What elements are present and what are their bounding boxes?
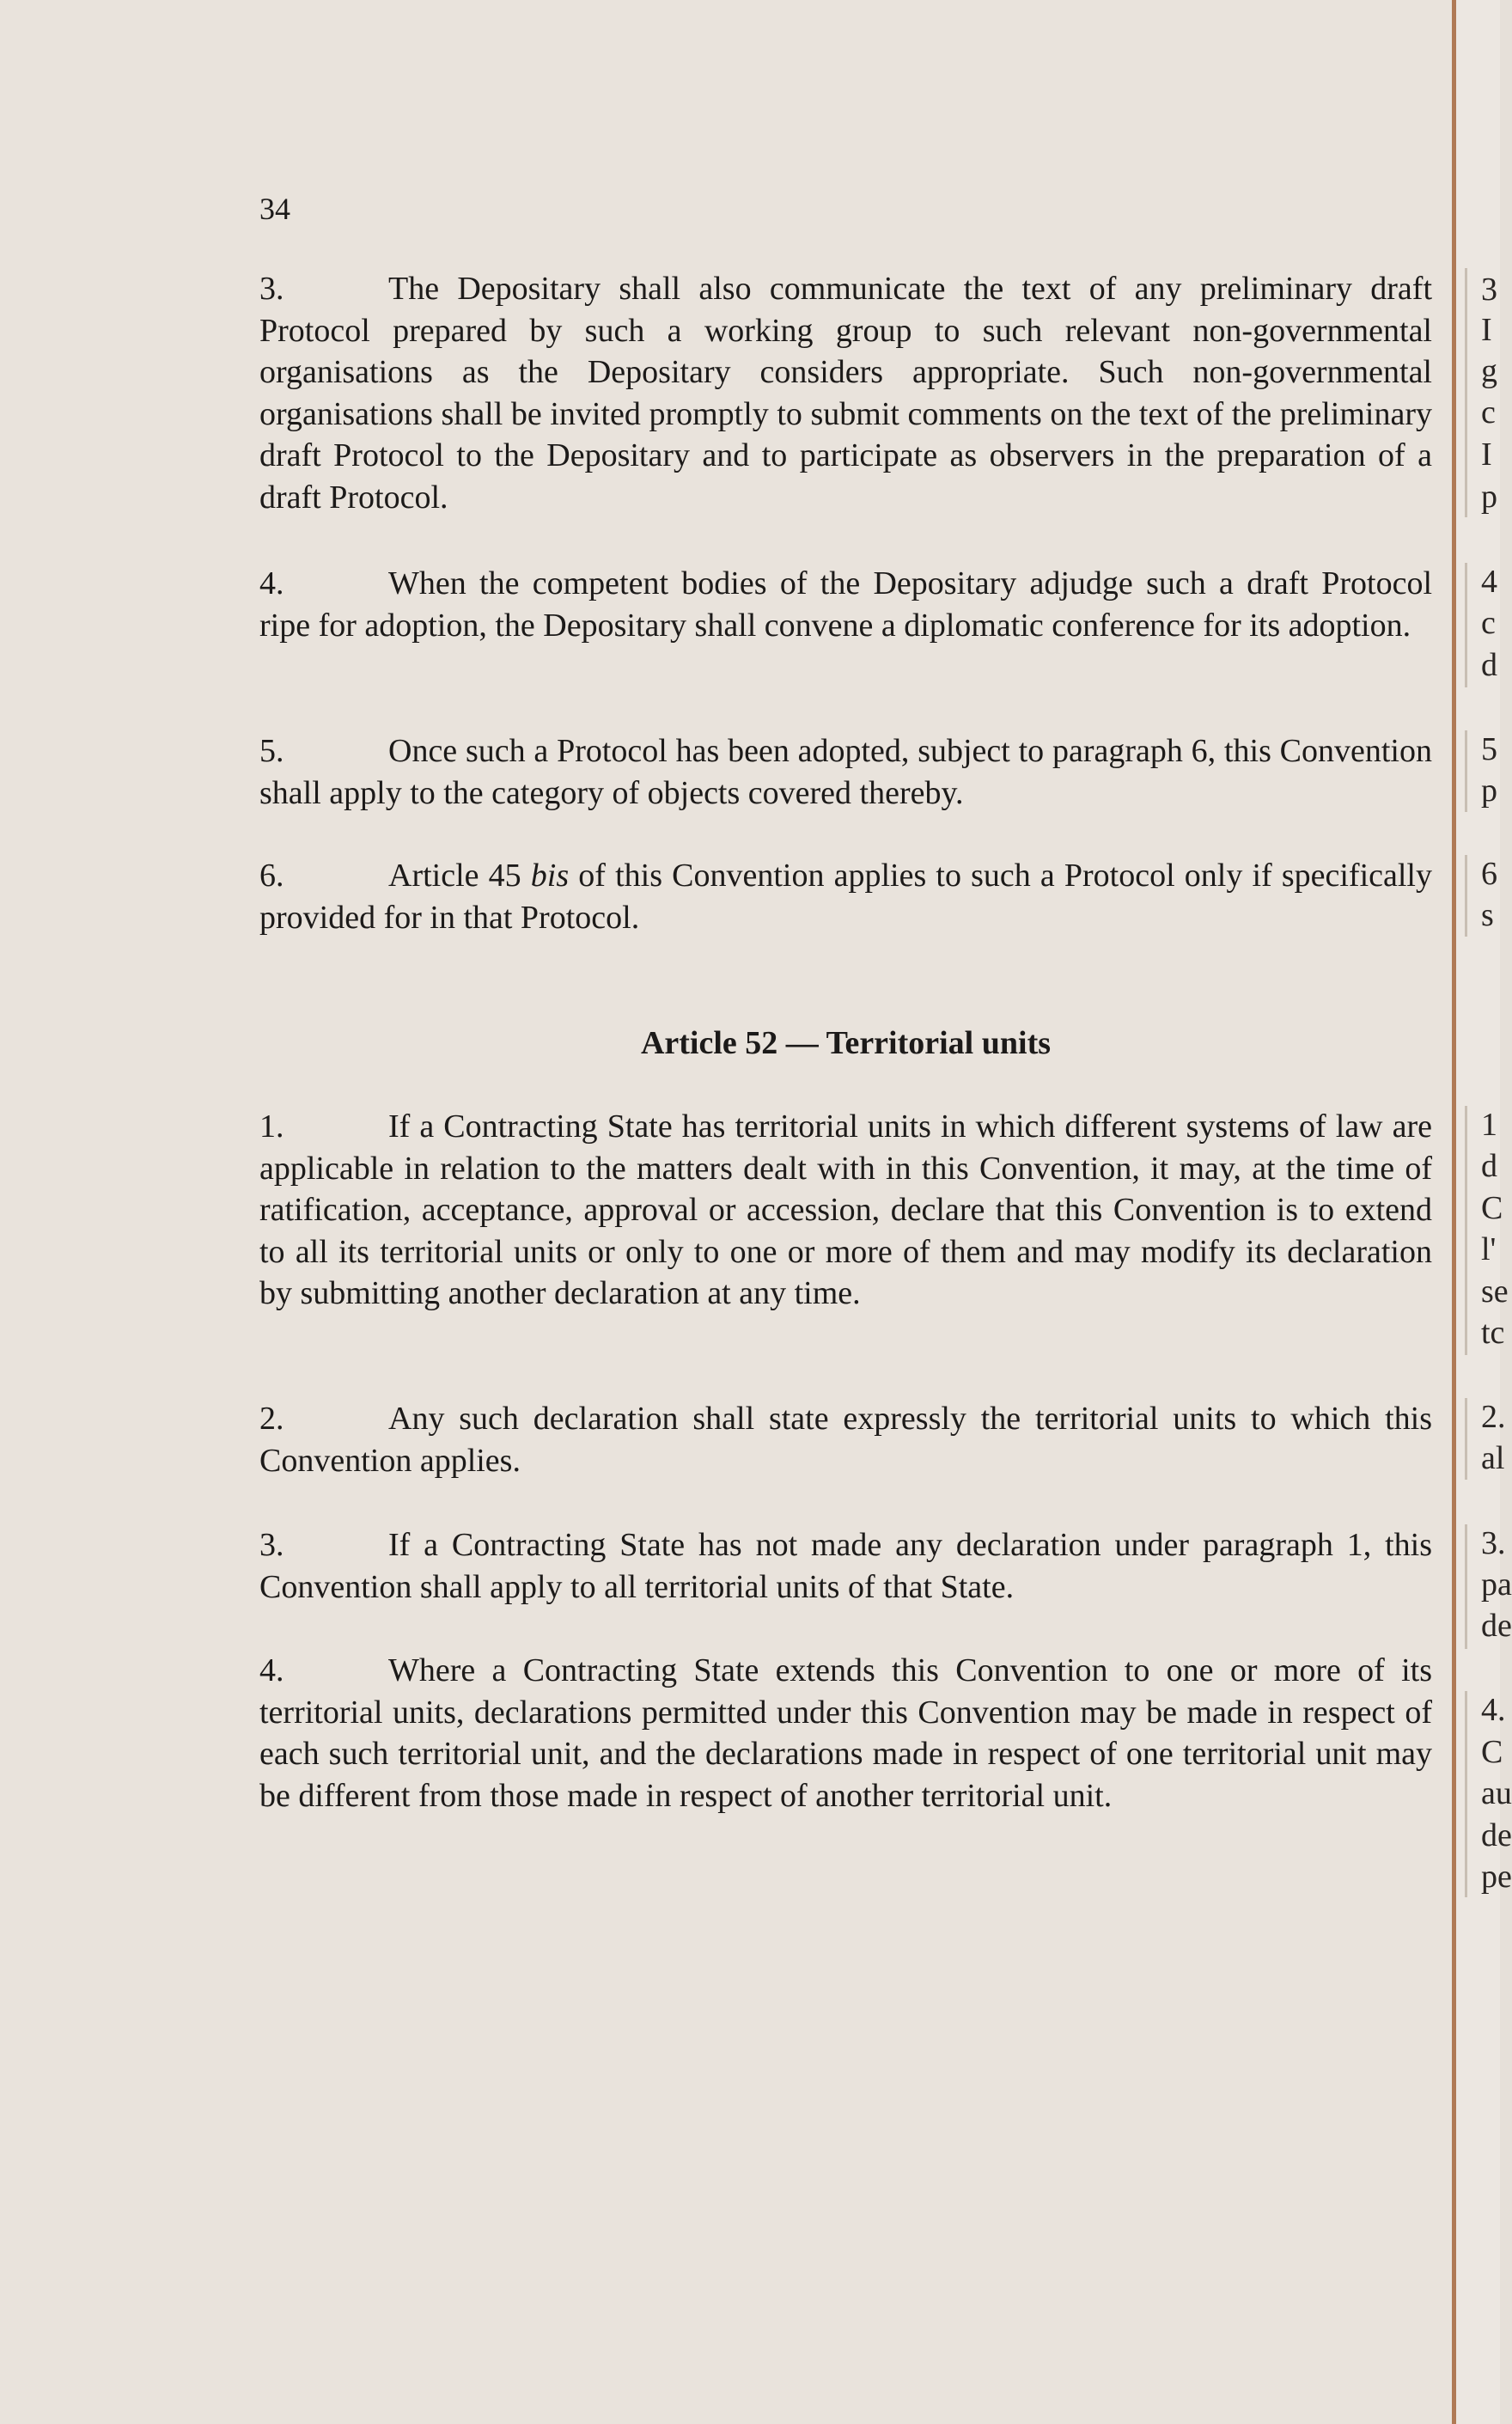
edge-fragment: pa [1481, 1566, 1512, 1603]
edge-fragment: p [1481, 479, 1497, 515]
margin-rule [1465, 268, 1467, 517]
edge-fragment: c [1481, 605, 1496, 641]
paragraph-text-after: of this Convention applies to such a Protocol only if specifically provided for in that Protocol. [259, 858, 1432, 936]
edge-fragment: 4. [1481, 1692, 1506, 1728]
edge-fragment: au [1481, 1775, 1512, 1811]
edge-fragment: 3. [1481, 1525, 1506, 1561]
paragraph-6 [259, 855, 1432, 938]
paragraph-number: 4. [259, 1652, 284, 1688]
edge-fragment: s [1481, 897, 1494, 933]
edge-fragment: C [1481, 1190, 1503, 1226]
margin-rule [1465, 1398, 1467, 1480]
margin-rule [1465, 730, 1467, 812]
paragraph-text: Once such a Protocol has been adopted, subject to paragraph 6, this Convention shall apply to the category of objects covered thereby. [259, 733, 1432, 811]
article-heading: Article 52 — Territorial units [640, 1025, 1052, 1061]
paragraph-number: 6. [259, 858, 284, 894]
paragraph-5 [259, 730, 1432, 814]
paragraph-text-italic: bis [530, 858, 570, 894]
facing-page-edge [1456, 0, 1512, 2424]
edge-fragment: al [1481, 1440, 1505, 1476]
paragraph-number: 1. [259, 1108, 284, 1145]
edge-fragment: g [1481, 353, 1497, 389]
edge-fragment: de [1481, 1608, 1512, 1644]
edge-fragment: I [1481, 312, 1492, 348]
paragraph-text: If a Contracting State has territorial units in which different systems of law are applicable in relation to the matters dealt with in this Convention, it may, at the time of ratification, acceptance, approval or accession, declare that this Convention is to extend to all its territorial units or only to one or more of them and may modify its declaration by submitting another declaration at any time. [259, 1108, 1432, 1311]
paragraph-text: Where a Contracting State extends this Convention to one or more of its territorial units, declarations permitted under this Convention may be made in respect of each such territorial unit, and the declarations made in respect of one territorial unit may be different from those made in respect of another territorial unit. [259, 1652, 1432, 1814]
paragraph-text-before: Article 45 [388, 858, 531, 894]
edge-fragment: de [1481, 1817, 1512, 1853]
margin-rule [1465, 563, 1467, 687]
paragraph-number: 5. [259, 733, 284, 769]
paragraph-number: 3. [259, 271, 284, 307]
paragraph-number: 2. [259, 1401, 284, 1437]
paragraph-number: 4. [259, 565, 284, 601]
paragraph-text: The Depositary shall also communicate the text of any preliminary draft Protocol prepared by such a working group to such relevant non-governmental organisations as the Depositary considers appropriate. Such non-governmental organisations shall be invited promptly to submit comments on the text of the preliminary draft Protocol to the Depositary and to participate as observers in the preparation of a draft Protocol. [259, 271, 1432, 516]
margin-rule [1465, 1691, 1467, 1897]
edge-fragment: 2. [1481, 1399, 1506, 1435]
edge-fragment: C [1481, 1734, 1503, 1770]
edge-fragment: d [1481, 1148, 1497, 1184]
article-paragraph-2 [259, 1398, 1432, 1481]
edge-fragment: 5 [1481, 731, 1497, 767]
edge-fragment: c [1481, 394, 1496, 430]
edge-fragment: tc [1481, 1315, 1505, 1351]
edge-fragment: 6 [1481, 856, 1497, 892]
edge-fragment: 3 [1481, 272, 1497, 308]
paragraph-text: Any such declaration shall state expressly the territorial units to which this Convention applies. [259, 1401, 1432, 1479]
paragraph-4 [259, 563, 1432, 646]
margin-rule [1465, 1106, 1467, 1355]
margin-rule [1465, 1524, 1467, 1649]
edge-fragment: 4 [1481, 564, 1497, 600]
paragraph-text: When the competent bodies of the Depositary adjudge such a draft Protocol ripe for adoption, the Depositary shall convene a diplomatic conference for its adoption. [259, 565, 1432, 644]
edge-fragment: p [1481, 772, 1497, 809]
article-paragraph-3 [259, 1524, 1432, 1608]
page-number: 34 [259, 192, 290, 226]
paragraph-3 [259, 268, 1432, 518]
edge-fragment: 1 [1481, 1107, 1497, 1143]
edge-fragment: I [1481, 437, 1492, 473]
article-paragraph-4 [259, 1650, 1432, 1816]
paragraph-number: 3. [259, 1527, 284, 1563]
edge-fragment: pe [1481, 1859, 1512, 1895]
edge-fragment: se [1481, 1273, 1509, 1310]
paragraph-text: If a Contracting State has not made any declaration under paragraph 1, this Convention shall apply to all territorial units of that State. [259, 1527, 1432, 1605]
edge-fragment: l' [1481, 1231, 1497, 1267]
edge-fragment: d [1481, 647, 1497, 683]
article-paragraph-1 [259, 1106, 1432, 1315]
margin-rule [1465, 855, 1467, 937]
